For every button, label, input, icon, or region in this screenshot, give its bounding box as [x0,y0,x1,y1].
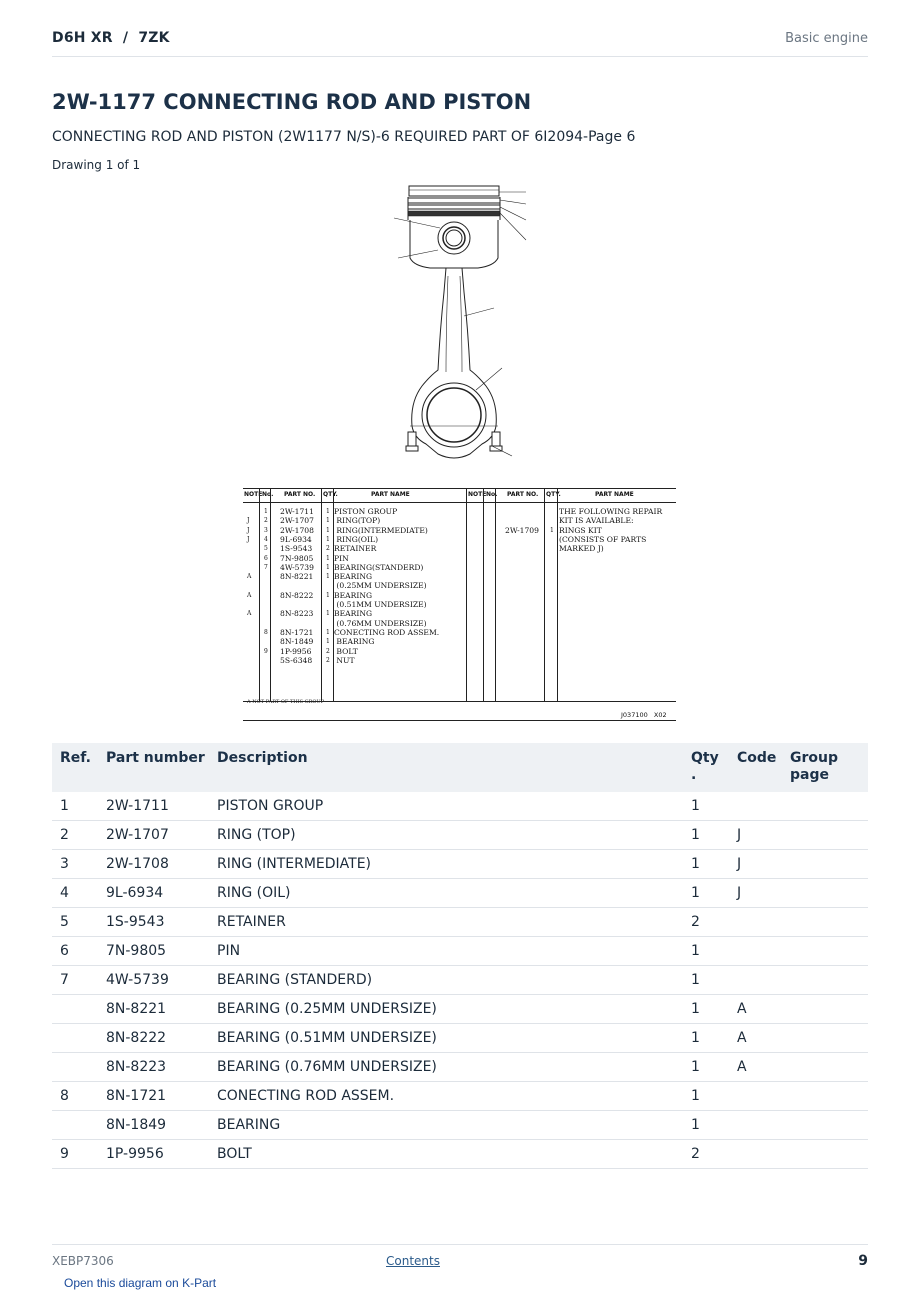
cell-part: 4W-5739 [106,966,217,995]
cell-group [790,1024,868,1053]
cell-group [790,879,868,908]
legend-header-note-2: NOTE [468,491,487,498]
col-header-description: Description [217,743,691,792]
legend-cell-no: 9 [264,647,268,655]
page-title: 2W-1177 CONNECTING ROD AND PISTON [52,90,532,114]
cell-desc: BEARING (0.25MM UNDERSIZE) [217,995,691,1024]
cell-qty: 1 [691,1024,737,1053]
parts-table-body [52,792,868,1169]
cell-ref: 5 [52,908,106,937]
legend-cell-qty: 1 [326,638,330,646]
legend-cell-part: 8N-8221 [280,572,314,582]
legend-cell-part: 1S-9543 [280,544,313,554]
table-row [52,1024,868,1053]
cell-part: 2W-1708 [106,850,217,879]
table-row [52,850,868,879]
table-row [52,937,868,966]
legend-cell-part: 7N-9805 [280,553,314,563]
cell-part: 8N-8223 [106,1053,217,1082]
cell-code: J [737,879,790,908]
legend-cell-part: 2W-1711 [280,507,314,516]
legend-cell-no: 3 [264,526,268,534]
cell-part: 8N-8221 [106,995,217,1024]
cell-ref: 2 [52,821,106,850]
cell-part: 1P-9956 [106,1140,217,1169]
cell-group [790,995,868,1024]
cell-ref: 1 [52,792,106,821]
legend-header-partname-2: PART NAME [595,491,634,498]
cell-ref [52,1053,106,1082]
legend-cell-name: BEARING(STANDERD) [334,562,424,572]
cell-desc: BEARING (0.76MM UNDERSIZE) [217,1053,691,1082]
document-id: XEBP7306 [52,1254,114,1268]
cell-code: A [737,995,790,1024]
cell-code: A [737,1024,790,1053]
section-label: Basic engine [785,31,868,46]
legend-cell-part: 2W-1708 [280,525,314,535]
cell-part: 8N-1721 [106,1082,217,1111]
legend-cell-name: RING(OIL) [334,534,379,544]
cell-group [790,1111,868,1140]
legend-cell-name: (0.25MM UNDERSIZE) [334,581,427,591]
legend-header-partno: PART NO. [284,491,316,498]
legend-cell-no: 8 [264,628,268,636]
legend-col-rule [483,489,484,701]
cell-group [790,1082,868,1111]
legend-cell-name: BEARING [334,637,375,647]
legend-cell-qty: 2 [326,656,330,664]
legend-cell-name: RING(INTERMEDIATE) [334,525,428,535]
cell-desc: PISTON GROUP [217,792,691,821]
cell-part: 2W-1707 [106,821,217,850]
col-header-part-number: Part number [106,743,217,792]
cell-part: 8N-8222 [106,1024,217,1053]
legend-cell-part: 5S-6348 [280,655,313,665]
table-row [52,966,868,995]
legend-cell-no: 5 [264,545,268,553]
legend-cell-name: NUT [334,655,355,665]
cell-qty: 2 [691,908,737,937]
cell-ref [52,1024,106,1053]
table-row [52,1082,868,1111]
cell-ref: 4 [52,879,106,908]
legend-cell-note: J [247,517,250,525]
legend-right-cell-name: (CONSISTS OF PARTS [559,534,647,544]
cell-part: 7N-9805 [106,937,217,966]
table-row [52,879,868,908]
legend-cell-no: 4 [264,535,268,543]
cell-group [790,966,868,995]
legend-right-cell-name: RINGS KIT [559,525,602,535]
cell-ref: 6 [52,937,106,966]
legend-cell-qty: 1 [326,591,330,599]
legend-header-no: No. [262,491,274,498]
legend-header-qty: QTY. [323,491,338,498]
cell-ref: 7 [52,966,106,995]
cell-code [737,966,790,995]
cell-qty: 1 [691,995,737,1024]
cell-desc: RING (TOP) [217,821,691,850]
legend-header-no-2: No. [486,491,498,498]
legend-cell-qty: 1 [326,563,330,571]
legend-cell-name: BEARING [334,590,373,600]
legend-col-rule [321,489,322,701]
cell-desc: BEARING (0.51MM UNDERSIZE) [217,1024,691,1053]
legend-footnote: A-NOT PART OF THIS GROUP [247,699,325,705]
table-row [52,792,868,821]
cell-qty: 1 [691,1111,737,1140]
legend-cell-note: A [247,573,252,581]
cell-qty: 1 [691,937,737,966]
cell-desc: BOLT [217,1140,691,1169]
cell-desc: CONECTING ROD ASSEM. [217,1082,691,1111]
legend-cell-part: 9L-6934 [280,534,312,544]
cell-desc: RING (INTERMEDIATE) [217,850,691,879]
cell-desc: PIN [217,937,691,966]
parts-table [52,743,868,1169]
cell-code: J [737,821,790,850]
legend-bottom-rule [243,720,676,721]
legend-cell-qty: 1 [326,526,330,534]
table-row [52,908,868,937]
cell-group [790,937,868,966]
cell-group [790,908,868,937]
legend-cell-no: 6 [264,554,268,562]
legend-cell-name: BOLT [334,646,358,656]
drawing-code: J037100 X02 [621,711,667,719]
legend-right-cell-part: 2W-1709 [505,525,539,535]
page-header [52,28,868,57]
legend-cell-qty: 1 [326,628,330,636]
cell-qty: 1 [691,850,737,879]
legend-cell-name: RETAINER [334,544,377,554]
cell-qty: 1 [691,1082,737,1111]
parts-legend [243,488,678,724]
cell-desc: BEARING (STANDERD) [217,966,691,995]
drawing-label: Drawing 1 of 1 [52,158,141,172]
cell-qty: 1 [691,1053,737,1082]
legend-cell-part: 1P-9956 [280,646,312,656]
legend-right-cell-name: THE FOLLOWING REPAIR [559,507,663,516]
table-row [52,1053,868,1082]
page-footer [52,1244,868,1275]
kpart-diagram-link[interactable]: Open this diagram on K-Part [64,1276,217,1290]
cell-desc: BEARING [217,1111,691,1140]
col-header-qty: Qty . [691,743,737,792]
legend-cell-part: 8N-1721 [280,627,314,637]
cell-qty: 1 [691,966,737,995]
legend-cell-name: CONECTING ROD ASSEM. [334,627,440,637]
legend-cell-name: BEARING [334,572,373,582]
model-label: D6H XR / 7ZK [52,30,170,46]
col-header-group-page: Group page [790,743,868,792]
legend-cell-part: 8N-8222 [280,590,314,600]
legend-cell-qty: 2 [326,647,330,655]
cell-desc: RETAINER [217,908,691,937]
legend-cell-name: PISTON GROUP [334,507,398,516]
page-subtitle: CONNECTING ROD AND PISTON (2W1177 N/S)-6 REQUIRED PART OF 6I2094-Page 6 [52,129,636,145]
legend-cell-note: J [247,535,250,543]
table-row [52,1111,868,1140]
page-number: 9 [858,1253,868,1269]
cell-group [790,792,868,821]
cell-qty: 2 [691,1140,737,1169]
cell-code [737,937,790,966]
cell-part: 9L-6934 [106,879,217,908]
cell-qty: 1 [691,879,737,908]
legend-cell-part: 8N-1849 [280,637,314,647]
legend-col-rule [557,489,558,701]
cell-group [790,1140,868,1169]
cell-group [790,850,868,879]
legend-right-cell-name: KIT IS AVAILABLE: [559,516,634,526]
legend-col-rule [544,489,545,701]
legend-cell-part: 2W-1707 [280,516,314,526]
legend-header-qty-2: QTY. [546,491,561,498]
cell-code [737,1140,790,1169]
connecting-rod-diagram[interactable] [380,180,540,470]
cell-code [737,908,790,937]
legend-header-partno-2: PART NO. [507,491,539,498]
legend-cell-note: A [247,610,252,618]
legend-col-rule [466,489,467,701]
parts-table-header [52,743,868,792]
legend-cell-part: 8N-8223 [280,609,314,619]
table-row [52,821,868,850]
col-header-ref: Ref. [52,743,106,792]
legend-cell-qty: 1 [326,535,330,543]
legend-cell-qty: 1 [326,610,330,618]
legend-cell-name: RING(TOP) [334,516,381,526]
legend-cell-qty: 1 [326,517,330,525]
legend-right-cell-name: MARKED J) [559,544,604,554]
table-row [52,995,868,1024]
cell-ref [52,1111,106,1140]
cell-code: A [737,1053,790,1082]
cell-part: 8N-1849 [106,1111,217,1140]
cell-ref [52,995,106,1024]
col-header-code: Code [737,743,790,792]
table-row [52,1140,868,1169]
legend-cell-qty: 1 [326,573,330,581]
legend-cell-no: 2 [264,517,268,525]
cell-ref: 3 [52,850,106,879]
cell-desc: RING (OIL) [217,879,691,908]
legend-cell-qty: 1 [326,554,330,562]
legend-cell-part: 4W-5739 [280,562,314,572]
legend-col-rule [495,489,496,701]
legend-header-partname: PART NAME [371,491,410,498]
legend-cell-name: (0.51MM UNDERSIZE) [334,600,427,609]
cell-qty: 1 [691,792,737,821]
cell-code [737,1082,790,1111]
legend-col-rule [259,489,260,701]
legend-cell-note: A [247,591,252,599]
cell-code [737,1111,790,1140]
legend-header-note: NOTE [244,491,263,498]
legend-header-rule [243,502,676,503]
cell-ref: 8 [52,1082,106,1111]
legend-cell-no: 1 [264,508,268,515]
legend-cell-qty: 2 [326,545,330,553]
cell-part: 2W-1711 [106,792,217,821]
legend-cell-name: PIN [334,553,349,563]
legend-right-cell-qty: 1 [550,526,554,534]
cell-group [790,1053,868,1082]
cell-group [790,821,868,850]
legend-cell-no: 7 [264,563,268,571]
cell-ref: 9 [52,1140,106,1169]
legend-cell-qty: 1 [326,508,330,515]
cell-code [737,792,790,821]
contents-link[interactable]: Contents [386,1254,440,1268]
legend-col-rule [270,489,271,701]
cell-code: J [737,850,790,879]
cell-part: 1S-9543 [106,908,217,937]
legend-cell-note: J [247,526,250,534]
cell-qty: 1 [691,821,737,850]
legend-table [243,488,676,702]
legend-cell-name: (0.76MM UNDERSIZE) [334,618,427,628]
legend-cell-name: BEARING [334,609,373,619]
